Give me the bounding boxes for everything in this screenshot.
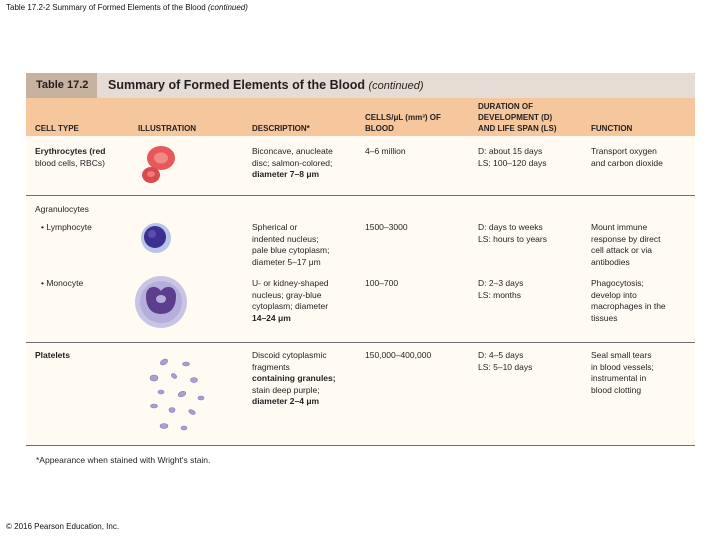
lymphocyte-icon <box>141 223 171 253</box>
table-title-bar <box>26 73 695 98</box>
col-illustration: ILLUSTRATION <box>138 124 197 133</box>
platelets-dur-line1: D: 4–5 days <box>478 350 524 360</box>
monocyte-function <box>591 278 666 324</box>
platelets-function <box>591 350 654 396</box>
monocyte-func-line3: macrophages in the <box>591 301 666 311</box>
erythrocytes-desc-line3: diameter 7–8 μm <box>252 169 320 179</box>
platelets-type-text: Platelets <box>35 350 70 360</box>
platelets-type <box>35 350 70 362</box>
monocyte-func-line4: tissues <box>591 312 618 323</box>
erythrocytes-type-line1: Erythrocytes (red <box>35 146 106 156</box>
table-bottom-rule <box>26 445 695 446</box>
slide-title-suffix: (continued) <box>207 3 248 12</box>
summary-table <box>26 73 695 473</box>
platelets-func-line4: blood clotting <box>591 384 642 395</box>
lymphocyte-function <box>591 222 660 268</box>
monocyte-icon <box>135 276 187 328</box>
erythrocytes-function <box>591 146 663 169</box>
erythrocyte-icon <box>142 146 175 183</box>
platelet-illustration <box>146 356 216 436</box>
erythrocytes-type-line2: blood cells, RBCs) <box>35 157 105 168</box>
col-cell-type: CELL TYPE <box>35 124 79 133</box>
lymphocyte-func-line1: Mount immune <box>591 222 648 232</box>
lymphocyte-type: • Lymphocyte <box>41 222 92 232</box>
platelets-desc-line4: stain deep purple; <box>252 384 320 395</box>
erythrocytes-func-line1: Transport oxygen <box>591 146 657 156</box>
slide-title <box>6 3 248 12</box>
monocyte-desc-line2: nucleus; gray-blue <box>252 289 322 300</box>
col-cells-line1: CELLS/μL (mm³) OF <box>365 113 441 122</box>
platelets-count: 150,000–400,000 <box>365 350 432 360</box>
erythrocyte-illustration <box>138 143 178 187</box>
platelets-func-line2: in blood vessels; <box>591 361 654 372</box>
monocyte-desc-line1: U- or kidney-shaped <box>252 278 329 288</box>
lymphocyte-illustration <box>139 220 173 256</box>
platelets-desc-line1: Discoid cytoplasmic <box>252 350 327 360</box>
monocyte-desc-line4: 14–24 μm <box>252 312 291 323</box>
monocyte-func-line1: Phagocytosis; <box>591 278 644 288</box>
agranulocytes-label: Agranulocytes <box>35 204 89 214</box>
row-divider <box>26 195 695 196</box>
col-duration-line1: DURATION OF <box>478 102 533 111</box>
col-duration-line3: AND LIFE SPAN (LS) <box>478 124 557 133</box>
platelets-desc-line5: diameter 2–4 μm <box>252 396 320 406</box>
footnote: *Appearance when stained with Wright's stain. <box>36 455 211 465</box>
lymphocyte-duration <box>478 222 547 245</box>
platelets-desc-line2: fragments <box>252 361 290 372</box>
lymphocyte-description <box>252 222 330 268</box>
monocyte-count: 100–700 <box>365 278 399 288</box>
monocyte-dur-line2: LS: months <box>478 289 521 300</box>
lymphocyte-desc-line3: pale blue cytoplasm; <box>252 245 330 255</box>
lymphocyte-desc-line4: diameter 5–17 μm <box>252 256 321 267</box>
erythrocytes-description <box>252 146 333 181</box>
platelet-icon <box>150 358 204 430</box>
col-duration <box>478 101 557 134</box>
table-title <box>108 73 424 99</box>
erythrocytes-func-line2: and carbon dioxide <box>591 157 663 168</box>
monocyte-dur-line1: D: 2–3 days <box>478 278 524 288</box>
platelets-desc-line3: containing granules; <box>252 373 336 383</box>
col-cells-per-ul <box>365 112 441 134</box>
platelets-duration <box>478 350 532 373</box>
erythrocytes-desc-line2: disc; salmon-colored; <box>252 157 333 168</box>
erythrocytes-dur-line2: LS: 100–120 days <box>478 157 547 168</box>
table-title-suffix: (continued) <box>368 80 424 92</box>
table-body <box>26 136 695 446</box>
row-divider <box>26 342 695 343</box>
monocyte-description <box>252 278 329 324</box>
lymphocyte-func-line3: cell attack or via <box>591 245 652 255</box>
lymphocyte-count: 1500–3000 <box>365 222 408 232</box>
erythrocytes-type <box>35 146 105 169</box>
col-function: FUNCTION <box>591 124 633 133</box>
slide-title-text: Table 17.2-2 Summary of Formed Elements of the Blood <box>6 3 206 12</box>
platelets-dur-line2: LS: 5–10 days <box>478 361 533 372</box>
copyright: © 2016 Pearson Education, Inc. <box>6 522 120 531</box>
lymphocyte-dur-line2: LS: hours to years <box>478 233 547 244</box>
monocyte-desc-line3: cytoplasm; diameter <box>252 301 329 311</box>
monocyte-illustration <box>134 274 188 330</box>
erythrocytes-duration <box>478 146 547 169</box>
platelets-func-line1: Seal small tears <box>591 350 652 360</box>
col-description: DESCRIPTION* <box>252 124 310 133</box>
lymphocyte-func-line4: antibodies <box>591 256 630 267</box>
col-cells-line2: BLOOD <box>365 124 394 133</box>
lymphocyte-dur-line1: D: days to weeks <box>478 222 543 232</box>
erythrocytes-count: 4–6 million <box>365 146 406 156</box>
lymphocyte-desc-line1: Spherical or <box>252 222 298 232</box>
table-title-text: Summary of Formed Elements of the Blood <box>108 78 365 92</box>
erythrocytes-desc-line1: Biconcave, anucleate <box>252 146 333 156</box>
monocyte-func-line2: develop into <box>591 289 637 300</box>
col-duration-line2: DEVELOPMENT (D) <box>478 113 553 122</box>
monocyte-duration <box>478 278 523 301</box>
column-header-row <box>26 98 695 136</box>
monocyte-type: • Monocyte <box>41 278 84 288</box>
platelets-func-line3: instrumental in <box>591 373 647 383</box>
table-number: Table 17.2 <box>26 73 97 98</box>
erythrocytes-dur-line1: D: about 15 days <box>478 146 543 156</box>
lymphocyte-desc-line2: indented nucleus; <box>252 233 319 244</box>
lymphocyte-func-line2: response by direct <box>591 233 661 244</box>
platelets-description <box>252 350 336 408</box>
